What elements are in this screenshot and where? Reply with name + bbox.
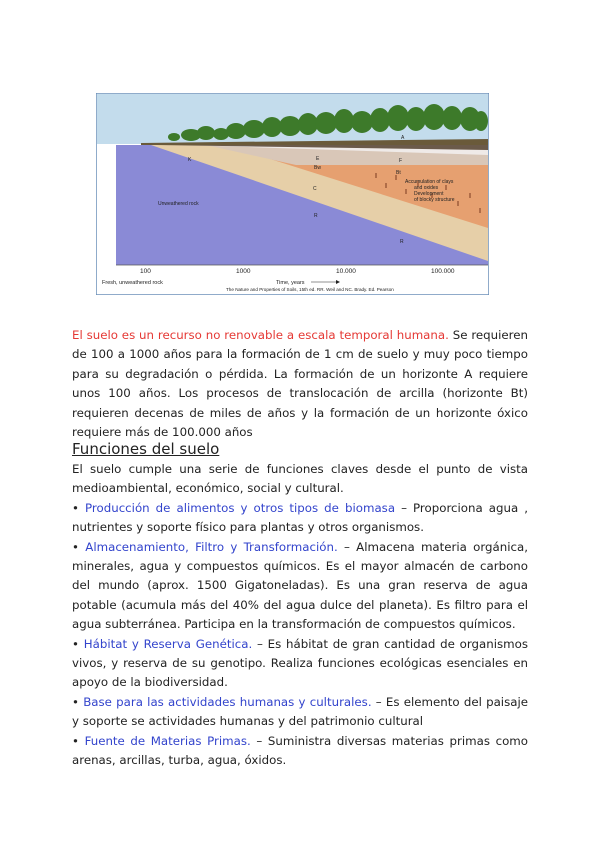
horizon-e-label: E xyxy=(316,156,320,162)
accumulation-label-1: Accumulation of clays xyxy=(405,179,454,185)
bullet: • xyxy=(72,500,79,515)
time-tick-10000: 10.000 xyxy=(336,268,356,275)
bullet: • xyxy=(72,539,79,554)
time-tick-100000: 100.000 xyxy=(431,268,455,275)
time-tick-1000: 1000 xyxy=(236,268,251,275)
function-text: – Es elemento del paisaje y soporte se actividades humanas y del patrimonio cultural xyxy=(72,694,528,729)
unweathered-rock-label: Unweathered rock xyxy=(158,201,199,207)
bullet: • xyxy=(72,694,79,709)
functions-list xyxy=(72,460,528,771)
time-axis-label: Time, years xyxy=(276,280,305,286)
function-item xyxy=(72,499,528,538)
bullet: • xyxy=(72,733,79,748)
function-item xyxy=(72,693,528,732)
functions-intro: El suelo cumple una serie de funciones claves desde el punto de vista medioambiental, económico, social y cultural. xyxy=(72,462,528,496)
horizon-r2-label: R xyxy=(400,239,404,245)
function-text: – Almacena materia orgánica, minerales, agua y compuestos químicos. Es el mayor almacén de carbono del mundo (aprox. 1500 Gigatoneladas). Es una gran reserva de agua potable (acumula más del 40% del agua dulce del planeta). Es filtro para el agua subterránea. Participa en la transformación de compuestos químicos. xyxy=(72,539,528,632)
development-label-1: Development xyxy=(414,191,444,197)
horizon-f-label: F xyxy=(399,158,403,164)
function-title: Fuente de Materias Primas. xyxy=(84,733,251,748)
function-text: – Proporciona agua , nutrientes y soporte físico para plantas y otros organismos. xyxy=(72,500,528,535)
soil-profile-diagram xyxy=(96,93,489,295)
horizon-a-label: A xyxy=(401,135,405,141)
bullet: • xyxy=(72,636,79,651)
function-text: – Es hábitat de gran cantidad de organismos vivos, y reserva de su genotipo. Realiza funciones ecológicas esenciales en apoyo de la biodiversidad. xyxy=(72,636,528,690)
time-tick-100: 100 xyxy=(140,268,151,275)
soil-formation-figure xyxy=(96,93,489,295)
function-title: Base para las actividades humanas y culturales. xyxy=(83,694,372,709)
function-title: Producción de alimentos y otros tipos de biomasa xyxy=(85,500,396,515)
horizon-bt-label: Bt xyxy=(396,170,401,176)
fresh-rock-label: Fresh, unweathered rock xyxy=(102,280,163,286)
horizon-c-label: C xyxy=(313,186,317,192)
function-title: Almacenamiento, Filtro y Transformación. xyxy=(85,539,338,554)
figure-source: The Nature and Properties of Soils, 15th ed. RR. Weil and NC. Brady. Ed. Pearson xyxy=(226,287,394,292)
intro-paragraph xyxy=(72,326,528,442)
horizon-bw-label: Bw xyxy=(314,165,321,171)
accumulation-label-2: and oxides xyxy=(414,185,439,191)
paragraph-text: Se requieren de 100 a 1000 años para la formación de 1 cm de suelo y muy poco tiempo para su degradación o pérdida. La formación de un horizonte A requiere unos 100 años. Los procesos de translocación de arcilla (horizonte Bt) requieren decenas de miles de años y la formación de un horizonte óxico requiere más de 100.000 años xyxy=(72,328,528,440)
function-item xyxy=(72,635,528,693)
horizon-k-label: K xyxy=(188,157,192,163)
section-title: Funciones del suelo xyxy=(72,440,220,458)
function-item xyxy=(72,538,528,635)
function-text: – Suministra diversas materias primas como arenas, arcillas, turba, agua, óxidos. xyxy=(72,733,528,768)
development-label-2: of blocky structure xyxy=(414,197,455,203)
function-item xyxy=(72,732,528,771)
highlight-text: El suelo es un recurso no renovable a escala temporal humana. xyxy=(72,328,449,342)
function-title: Hábitat y Reserva Genética. xyxy=(83,636,253,651)
horizon-r-label: R xyxy=(314,213,318,219)
